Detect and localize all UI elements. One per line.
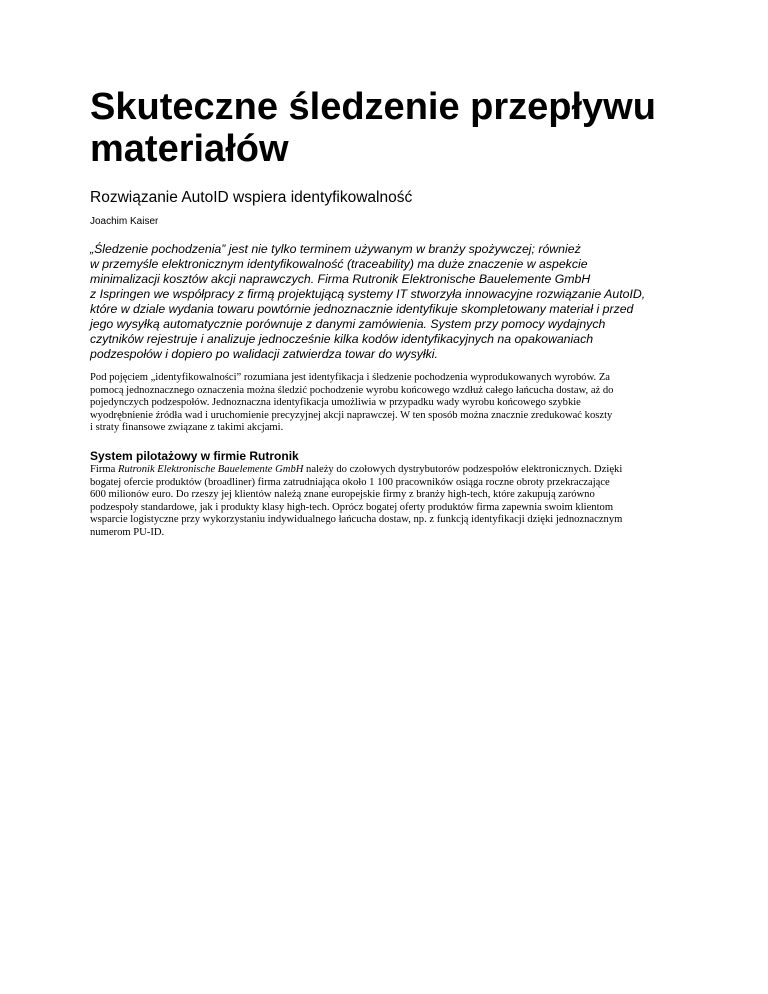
- section-line: [90, 464, 690, 477]
- section-line: wsparcie logistyczne przy wykorzystaniu indywidualnego łańcucha dostaw, np. z funkcją identyfikacji dzięki jednoznacznym: [90, 514, 623, 526]
- lead-line: z Ispringen we współpracy z firmą projektującą systemy IT stworzyła innowacyjne rozwiązanie AutoID,: [90, 287, 646, 301]
- lead-line: jego wysyłką automatycznie porównuje z danymi zamówienia. System przy pomocy wydajnych: [90, 317, 606, 331]
- section-heading: System pilotażowy w firmie Rutronik: [90, 448, 299, 463]
- lead-line: które w dziale wydania towaru powtórnie jednoznacznie identyfikuje skompletowany materiał i przed: [90, 302, 634, 316]
- title-line: Skuteczne śledzenie przepływu: [90, 86, 656, 128]
- article-subtitle: Rozwiązanie AutoID wspiera identyfikowalność: [90, 189, 413, 206]
- body-line: pomocą jednoznacznego oznaczenia można śledzić pochodzenie wyrobu końcowego wzdłuż całego łańcucha dostaw, aż do: [90, 384, 614, 396]
- lead-line: podzespołów i dopiero po walidacji zatwierdza towar do wysyłki.: [90, 347, 438, 361]
- section-line-prefix: Firma: [90, 463, 118, 475]
- article-title: [90, 86, 690, 170]
- section-line: 600 milionów euro. Do rzeszy jej klientów należą znane europejskie firmy z branży high-tech, które zakupują zarówno: [90, 489, 595, 501]
- body-paragraph: [90, 372, 690, 435]
- lead-line: minimalizacji kosztów akcji naprawczych. Firma Rutronik Elektronische Bauelemente GmbH: [90, 272, 591, 286]
- company-name: Rutronik Elektronische Bauelemente GmbH: [117, 463, 304, 475]
- article-lead: [90, 242, 690, 362]
- title-line: materiałów: [90, 128, 289, 170]
- lead-line: w przemyśle elektronicznym identyfikowalność (traceability) ma duże znaczenie w aspekcie: [90, 257, 588, 271]
- section-line: numerom PU-ID.: [90, 526, 165, 538]
- article-author: Joachim Kaiser: [90, 216, 159, 227]
- lead-line: „Śledzenie pochodzenia” jest nie tylko terminem używanym w branży spożywczej; również: [90, 242, 581, 256]
- body-line: i straty finansowe związane z takimi akcjami.: [90, 422, 284, 434]
- body-line: Pod pojęciem „identyfikowalności” rozumiana jest identyfikacja i śledzenie pochodzenia wyprodukowanych wyrobów. Za: [90, 372, 611, 383]
- section-line: podzespoły standardowe, jak i produkty klasy high-tech. Oprócz bogatej oferty produktów firma zapewnia swoim klientom: [90, 501, 614, 513]
- section-paragraph: [90, 464, 690, 540]
- section-line-rest: należy do czołowych dystrybutorów podzespołów elektronicznych. Dzięki: [303, 463, 623, 475]
- lead-line: czytników rejestruje i analizuje jednocześnie kilka kodów identyfikacyjnych na opakowaniach: [90, 332, 594, 346]
- document-page: [90, 86, 690, 540]
- body-line: wyodrębnienie źródła wad i uruchomienie precyzyjnej akcji naprawczej. W ten sposób można znacznie zredukować koszty: [90, 409, 613, 421]
- section-line: bogatej ofercie produktów (broadliner) firma zatrudniająca około 1 100 pracowników osiąga roczne obroty przekraczające: [90, 476, 610, 488]
- body-line: pojedynczych podzespołów. Jednoznaczna identyfikacja umożliwia w przypadku wady wyrobu końcowego szybkie: [90, 397, 581, 409]
